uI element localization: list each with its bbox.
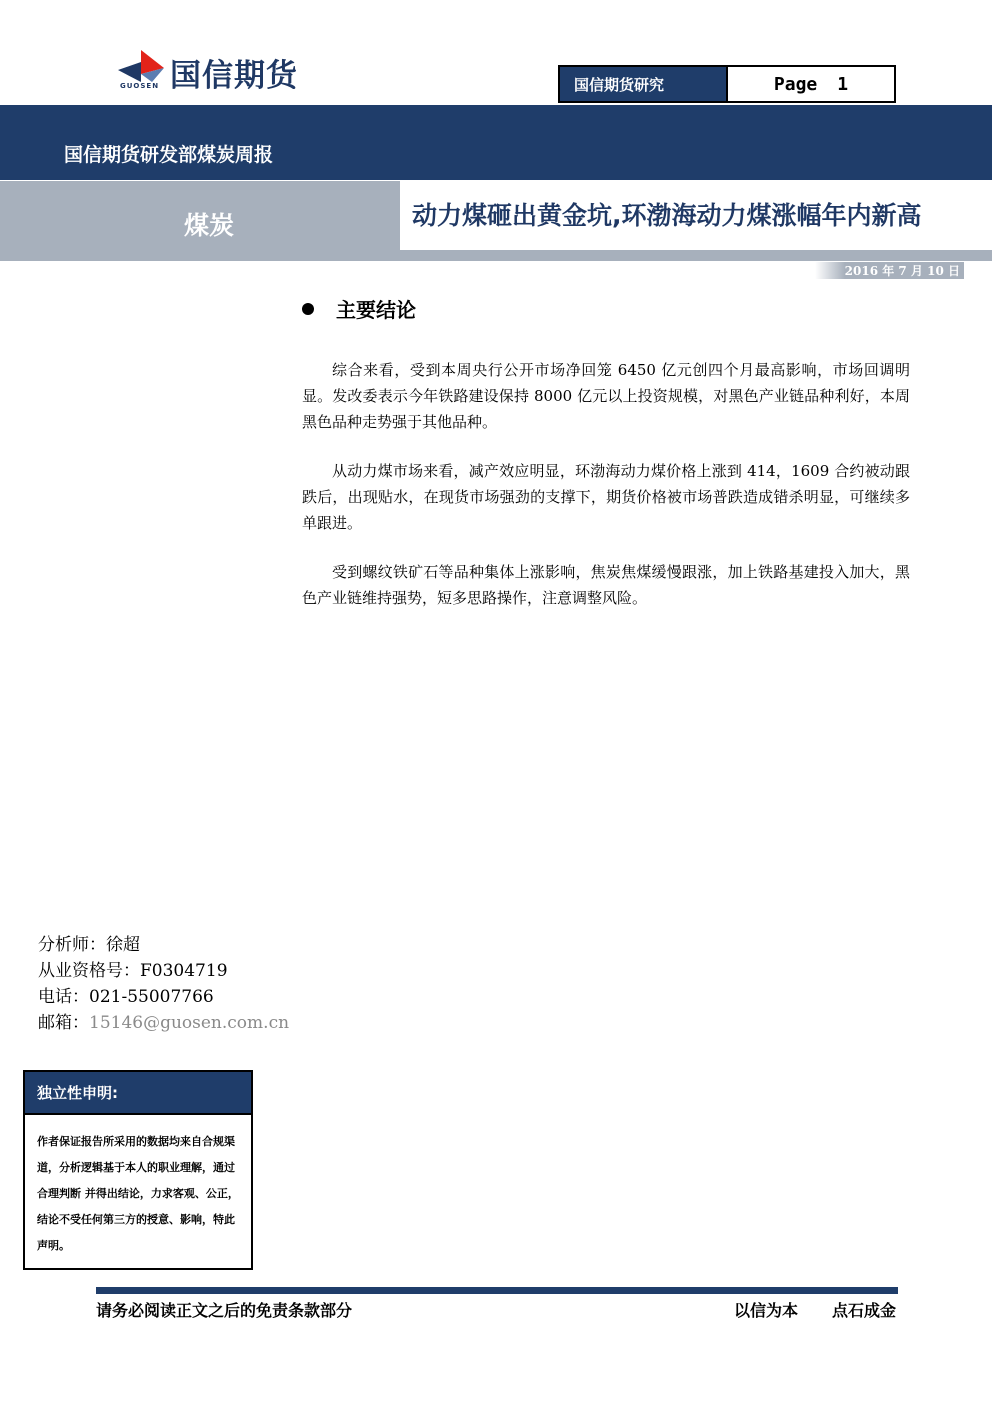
- analyst-info: [38, 932, 289, 1036]
- page-tag-box: [558, 65, 896, 103]
- analyst-name: 分析师：徐超: [38, 935, 140, 955]
- research-tag: 国信期货研究: [560, 67, 728, 101]
- analyst-email-row: [38, 1010, 289, 1036]
- page-label: Page: [773, 73, 818, 95]
- company-logo: [116, 48, 346, 96]
- analyst-phone: 电话：021-55007766: [38, 987, 214, 1007]
- conclusion-paragraph: 综合来看，受到本周央行公开市场净回笼 6450 亿元创四个月最高影响，市场回调明显。发改委表示今年铁路建设保持 8000 亿元以上投资规模，对黑色产业链品种利好，本周黑色品种走势强于其他品种。: [302, 361, 910, 431]
- section-heading: [302, 294, 416, 323]
- conclusion-paragraph: 从动力煤市场来看，减产效应明显，环渤海动力煤价格上涨到 414，1609 合约被动跟跌后，出现贴水，在现货市场强劲的支撑下，期货价格被市场普跌造成错杀明显，可继续多单跟进。: [302, 462, 910, 532]
- logo-text: 国信期货: [170, 58, 298, 94]
- independence-declaration: [23, 1070, 253, 1270]
- logo-subtext: GUOSEN: [120, 82, 160, 90]
- footer-slogans: [734, 1298, 896, 1321]
- conclusion-paragraph: 受到螺纹铁矿石等品种集体上涨影响，焦炭焦煤缓慢跟涨，加上铁路基建投入加大，黑色产业链维持强势，短多思路操作，注意调整风险。: [302, 563, 910, 607]
- analyst-email-link[interactable]: 15146@guosen.com.cn: [89, 1013, 290, 1033]
- analyst-license: 从业资格号：F0304719: [38, 961, 228, 981]
- declaration-body: 作者保证报告所采用的数据均来自合规渠道，分析逻辑基于本人的职业理解，通过合理判断 并得出结论，力求客观、公正，结论不受任何第三方的授意、影响，特此声明。: [37, 1135, 239, 1252]
- slogan-one: 以信为本: [733, 1301, 798, 1320]
- footer-divider: [96, 1287, 898, 1294]
- bullet-icon: [302, 303, 314, 315]
- page-indicator: [728, 67, 894, 101]
- declaration-title: 独立性申明:: [25, 1072, 251, 1115]
- disclaimer-notice: 请务必阅读正文之后的免责条款部分: [96, 1301, 353, 1320]
- report-series-title: 国信期货研发部煤炭周报: [64, 144, 274, 166]
- report-date: 2016 年 7 月 10 日: [815, 262, 964, 279]
- email-label: 邮箱：: [38, 1013, 89, 1033]
- page-number: 1: [837, 73, 849, 95]
- section-title: 主要结论: [336, 298, 416, 322]
- slogan-two: 点石成金: [831, 1301, 896, 1320]
- report-headline: 动力煤砸出黄金坑,环渤海动力煤涨幅年内新高: [412, 201, 922, 230]
- report-category: 煤炭: [184, 211, 235, 240]
